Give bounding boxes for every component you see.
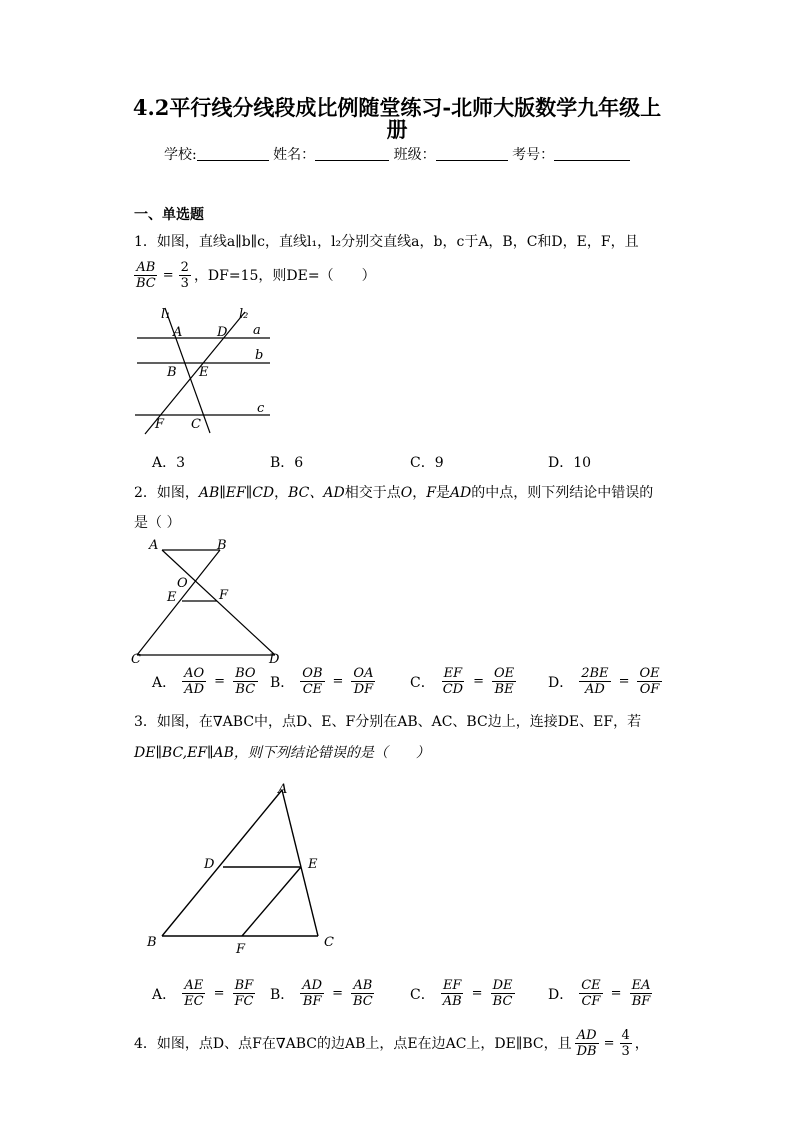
segment-EF [242,867,301,936]
label-A: A [278,782,288,797]
q1-stem: 1．如图，直线a∥b∥c，直线l₁，l₂分别交直线a，b，c于A，B，C和D，E，F，且 [134,234,639,250]
q2-stem-line2: 是（ ） [134,515,181,531]
label-c: c [257,401,265,416]
document-title-continued: 册 [386,117,408,142]
label-F: F [219,588,229,603]
name-label: 姓名： [273,147,316,163]
label-E: E [199,365,209,380]
label-C: C [324,935,334,950]
label-B: B [167,365,177,380]
class-label: 班级： [393,147,436,163]
label-A: A [149,538,159,553]
q1-ratio-value: $\frac{2}{3}$ [180,260,189,291]
info-line [164,146,630,164]
label-F: F [155,417,165,432]
q4-stem: 4．如图，点D、点F在∇ABC的边AB上，点E在边AC上，DE∥BC，且 $\frac{AD}{DB}$ = $\frac{4}{3}$ ， [134,1028,649,1059]
document-title: 4.2平行线分线段成比例随堂练习-北师大版数学九年级上 [132,95,662,120]
q1-option-d[interactable]: D．10 [548,455,592,471]
section-heading: 一、单选题 [134,207,204,223]
label-B: B [147,935,157,950]
q2-option-a[interactable]: A． $\frac{AO}{AD}$ = $\frac{BO}{BC}$ [152,666,256,697]
label-E: E [308,857,318,872]
q3-stem: 3．如图，在∇ABC中，点D、E、F分别在AB、AC、BC边上，连接DE、EF，若 [134,714,642,730]
q2-option-b[interactable]: B． $\frac{OB}{CE}$ = $\frac{OA}{DF}$ [270,666,374,697]
q3-stem-line2: DE∥BC,EF∥AB，则下列结论错误的是（ ） [134,745,430,761]
line-l2 [145,312,245,434]
label-B: B [217,538,227,553]
exam-no-blank[interactable] [554,146,630,161]
q2-option-c[interactable]: C． $\frac{EF}{CD}$ = $\frac{OE}{BE}$ [410,666,515,697]
q2-option-d[interactable]: D． $\frac{2BE}{AD}$ = $\frac{OE}{OF}$ [548,666,660,697]
label-E: E [167,590,177,605]
q4-fraction: $\frac{AD}{DB}$ [576,1028,597,1059]
side-AB [162,790,282,936]
q3-option-d[interactable]: D． $\frac{CE}{CF}$ = $\frac{EA}{BF}$ [548,978,651,1009]
label-D: D [269,652,280,665]
q3-figure [140,778,350,956]
q1-option-b[interactable]: B．6 [270,455,304,471]
name-blank[interactable] [315,146,389,161]
exam-no-label: 考号： [512,147,555,163]
school-label: 学校: [164,147,197,163]
label-l1: l₁ [161,307,171,322]
label-D: D [217,325,228,340]
label-O: O [177,576,188,591]
q2-stem: 2．如图，AB∥EF∥CD，BC、AD相交于点O，F是AD的中点，则下列结论中错误的 [134,485,654,501]
q1-option-a[interactable]: A．3 [152,455,186,471]
q3-option-b[interactable]: B． $\frac{AD}{BF}$ = $\frac{AB}{BC}$ [270,978,373,1009]
class-blank[interactable] [436,146,508,161]
label-F: F [236,942,246,956]
label-b: b [255,348,264,363]
q2-figure [125,535,295,665]
q1-option-c[interactable]: C．9 [410,455,444,471]
label-C: C [131,652,141,665]
label-C: C [191,417,201,432]
q1-figure [125,300,285,440]
label-A: A [173,325,183,340]
q3-option-c[interactable]: C． $\frac{EF}{AB}$ = $\frac{DE}{BC}$ [410,978,513,1009]
school-blank[interactable] [197,146,269,161]
q4-ratio-value: $\frac{4}{3}$ [621,1028,630,1059]
label-l2: l₂ [239,307,249,322]
q1-fraction: $\frac{AB}{BC}$ [136,260,156,291]
label-a: a [253,323,261,338]
q1-stem-line2: $\frac{AB}{BC}$ = $\frac{2}{3}$ ，DF=15，则DE=（ ） [136,260,376,291]
label-D: D [204,857,215,872]
q3-option-a[interactable]: A． $\frac{AE}{EC}$ = $\frac{BF}{FC}$ [152,978,254,1009]
